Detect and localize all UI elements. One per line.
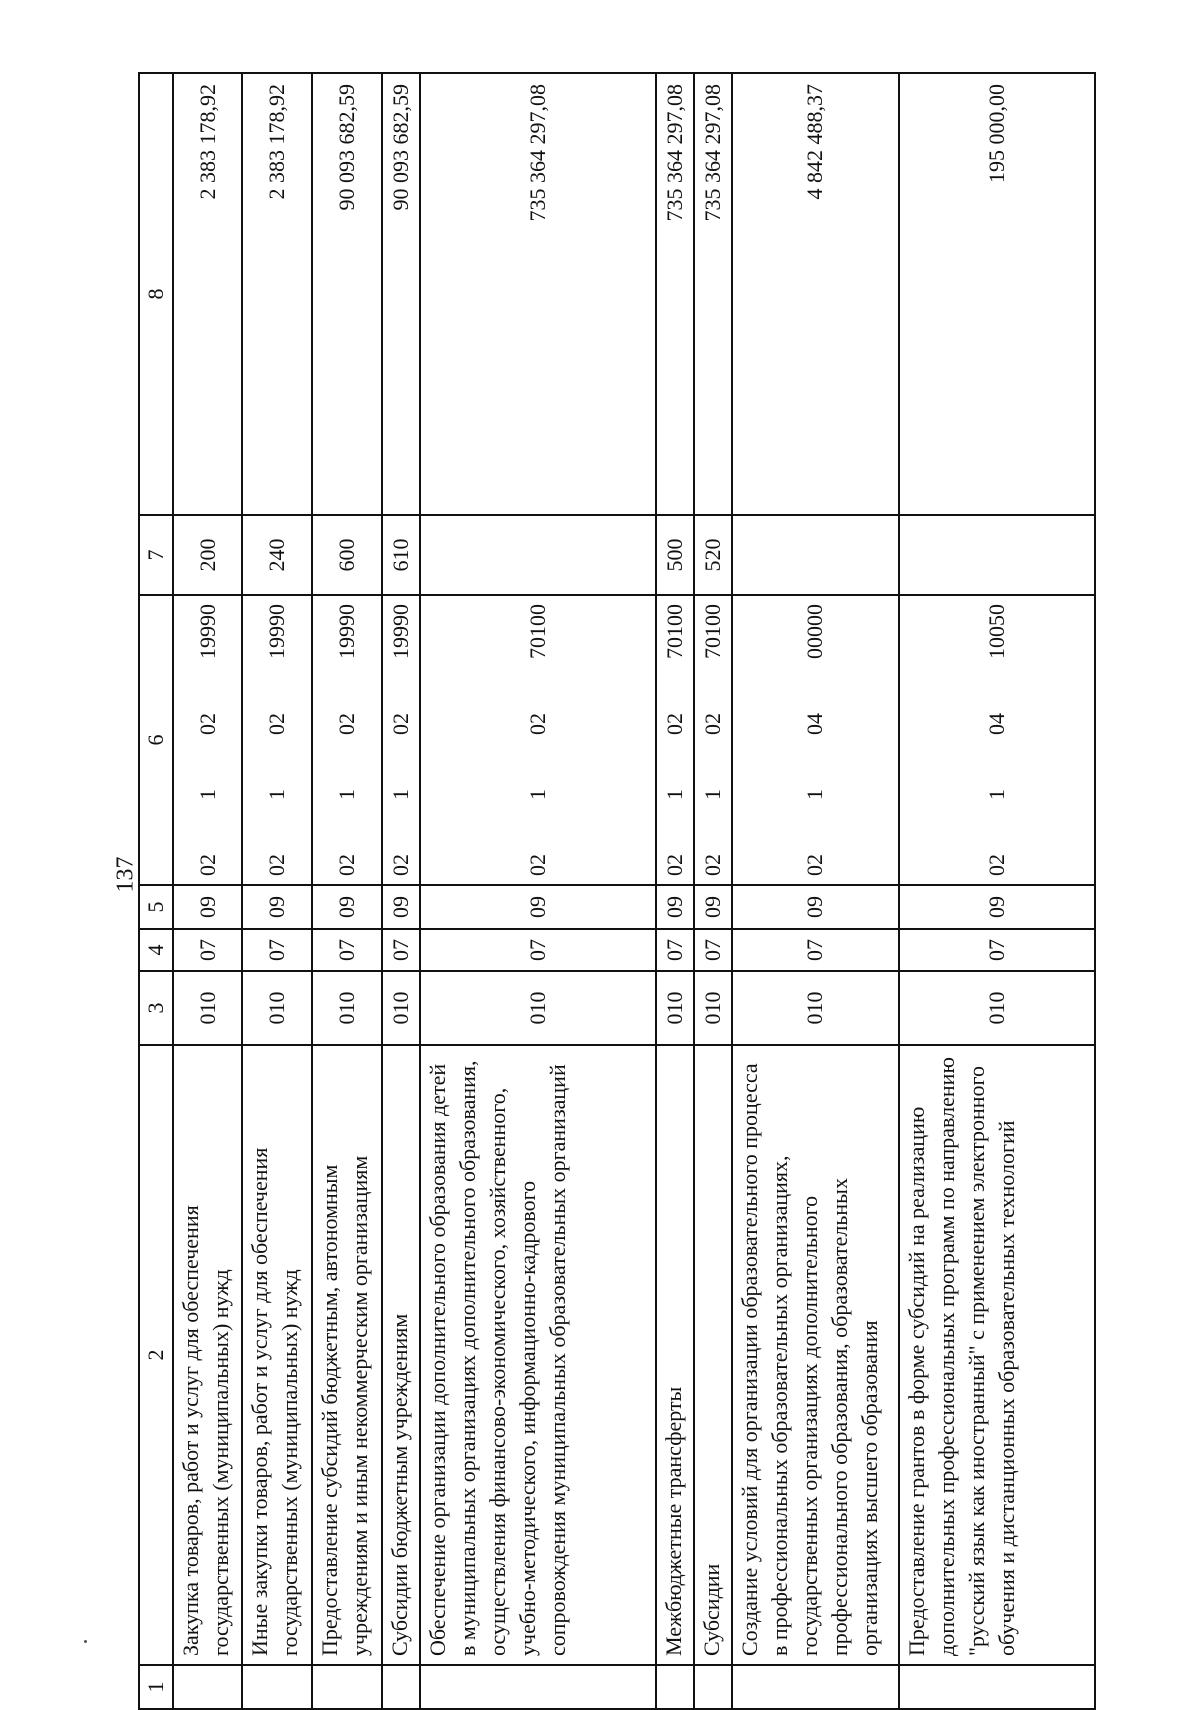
row-code-4: 07: [242, 929, 312, 971]
table-row: [312, 73, 382, 1709]
budget-table: [138, 72, 1096, 1710]
row-name: Обеспечение организации дополнительного образования детей в муниципальных организациях дополнительного образования, осуществления финансово-экономического, хозяйственного, учебно-методического, информационно-кадрового сопровождения муниципальных образовательных организаций: [420, 1045, 656, 1665]
table-row: [382, 73, 420, 1709]
row-code-3: 010: [732, 971, 899, 1045]
row-code-3: 010: [382, 971, 420, 1045]
row-code-4: 07: [382, 929, 420, 971]
row-amount: 4 842 488,37: [732, 73, 899, 515]
row-code-6: 02 1 02 70100: [694, 595, 732, 885]
row-code-5: 09: [382, 885, 420, 929]
row-code-5: 09: [694, 885, 732, 929]
row-amount: 90 093 682,59: [312, 73, 382, 515]
row-name: Создание условий для организации образовательного процесса в профессиональных образовательных организациях, государственных организациях дополнительного профессионального образования, образовательных организациях высшего образования: [732, 1045, 899, 1665]
row-number: [382, 1665, 420, 1709]
row-code-7: 520: [694, 515, 732, 595]
row-code-3: 010: [312, 971, 382, 1045]
table-row: [420, 73, 656, 1709]
row-code-7: [899, 515, 1095, 595]
row-code-4: 07: [899, 929, 1095, 971]
row-amount: 735 364 297,08: [420, 73, 656, 515]
row-code-7: 600: [312, 515, 382, 595]
row-amount: 735 364 297,08: [694, 73, 732, 515]
row-code-4: 07: [694, 929, 732, 971]
row-code-3: 010: [694, 971, 732, 1045]
row-code-3: 010: [656, 971, 694, 1045]
row-code-5: 09: [656, 885, 694, 929]
row-code-5: 09: [732, 885, 899, 929]
row-code-6: 02 1 04 00000: [732, 595, 899, 885]
row-code-5: 09: [420, 885, 656, 929]
row-code-4: 07: [420, 929, 656, 971]
table-row: [899, 73, 1095, 1709]
row-code-5: 09: [173, 885, 243, 929]
row-name: Закупка товаров, работ и услуг для обеспечения государственных (муниципальных) нужд: [173, 1045, 243, 1665]
row-code-6: 02 1 02 70100: [656, 595, 694, 885]
row-name: Межбюджетные трансферты: [656, 1045, 694, 1665]
row-code-7: [420, 515, 656, 595]
row-amount: 2 383 178,92: [173, 73, 243, 515]
row-code-3: 010: [173, 971, 243, 1045]
header-col-1: 1: [139, 1665, 173, 1709]
header-col-6: 6: [139, 595, 173, 885]
row-amount: 735 364 297,08: [656, 73, 694, 515]
row-number: [173, 1665, 243, 1709]
row-amount: 2 383 178,92: [242, 73, 312, 515]
row-code-3: 010: [420, 971, 656, 1045]
row-code-6: 02 1 02 19990: [173, 595, 243, 885]
row-amount: 90 093 682,59: [382, 73, 420, 515]
table-row: [173, 73, 243, 1709]
row-number: [312, 1665, 382, 1709]
row-code-6: 02 1 02 19990: [312, 595, 382, 885]
row-name: Предоставление грантов в форме субсидий на реализацию дополнительных профессиональных программ по направлению "русский язык как иностранный" с применением электронного обучения и дистанционных образовательных технологий: [899, 1045, 1095, 1665]
header-col-3: 3: [139, 971, 173, 1045]
row-code-6: 02 1 02 70100: [420, 595, 656, 885]
row-name: Иные закупки товаров, работ и услуг для обеспечения государственных (муниципальных) нужд: [242, 1045, 312, 1665]
row-code-5: 09: [312, 885, 382, 929]
row-code-5: 09: [899, 885, 1095, 929]
row-number: [899, 1665, 1095, 1709]
table-row: [732, 73, 899, 1709]
header-col-2: 2: [139, 1045, 173, 1665]
row-code-7: [732, 515, 899, 595]
row-code-4: 07: [732, 929, 899, 971]
row-code-4: 07: [173, 929, 243, 971]
table-row: [242, 73, 312, 1709]
row-code-3: 010: [242, 971, 312, 1045]
row-code-6: 02 1 02 19990: [242, 595, 312, 885]
row-number: [732, 1665, 899, 1709]
row-name: Субсидии бюджетным учреждениям: [382, 1045, 420, 1665]
table-row: [694, 73, 732, 1709]
header-col-5: 5: [139, 885, 173, 929]
row-code-7: 200: [173, 515, 243, 595]
row-code-4: 07: [656, 929, 694, 971]
row-code-4: 07: [312, 929, 382, 971]
header-row: [139, 73, 173, 1709]
row-code-3: 010: [899, 971, 1095, 1045]
row-name: Предоставление субсидий бюджетным, автономным учреждениям и иным некоммерческим организациям: [312, 1045, 382, 1665]
row-name: Субсидии: [694, 1045, 732, 1665]
row-code-6: 02 1 02 19990: [382, 595, 420, 885]
budget-table-rotated: [138, 74, 1096, 1710]
row-number: [694, 1665, 732, 1709]
header-col-4: 4: [139, 929, 173, 971]
header-col-7: 7: [139, 515, 173, 595]
page-number: 137: [112, 856, 139, 892]
row-code-6: 02 1 04 10050: [899, 595, 1095, 885]
scan-speck: [84, 1640, 87, 1643]
row-number: [420, 1665, 656, 1709]
row-code-7: 240: [242, 515, 312, 595]
row-amount: 195 000,00: [899, 73, 1095, 515]
header-col-8: 8: [139, 73, 173, 515]
row-code-7: 500: [656, 515, 694, 595]
row-code-5: 09: [242, 885, 312, 929]
row-code-7: 610: [382, 515, 420, 595]
row-number: [242, 1665, 312, 1709]
row-number: [656, 1665, 694, 1709]
table-row: [656, 73, 694, 1709]
